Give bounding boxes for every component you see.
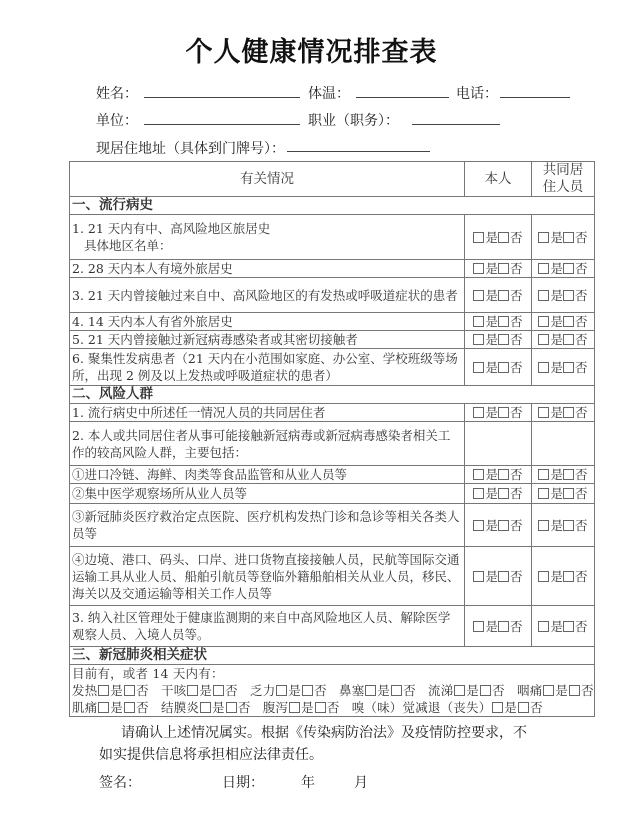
self-checkbox-group: 是 否 [465,278,532,313]
yes-checkbox[interactable] [473,621,484,632]
row-subtext: 具体地区名单： [84,238,172,253]
health-check-table [69,161,595,717]
self-checkbox-group: 是 否 [465,606,532,647]
yes-checkbox[interactable] [538,488,549,499]
empty-cell [465,422,532,466]
symptom-sore-throat: 咽痛 是 否 [517,683,594,698]
self-checkbox-group: 是 否 [465,349,532,386]
symptom-smell-taste-loss: 嗅（味）觉减退（丧失） 是 否 [351,700,543,715]
no-checkbox[interactable] [563,520,574,531]
no-checkbox[interactable] [480,685,491,696]
yes-checkbox[interactable] [538,263,549,274]
cohabitant-checkbox-group: 是 否 [532,484,595,504]
yes-checkbox[interactable] [538,232,549,243]
yes-checkbox[interactable] [473,290,484,301]
job-label: 职业（职务）： [308,113,399,129]
cohabitant-checkbox-group: 是 否 [532,313,595,331]
no-checkbox[interactable] [498,407,509,418]
no-checkbox[interactable] [569,685,580,696]
phone-label: 电话： [456,86,498,102]
yes-checkbox[interactable] [492,702,503,713]
no-checkbox[interactable] [315,702,326,713]
self-checkbox-group: 是 否 [465,404,532,422]
table-row [70,260,595,278]
yes-checkbox[interactable] [473,334,484,345]
symptom-nasal-congestion: 鼻塞 是 否 [339,683,416,698]
no-checkbox[interactable] [498,621,509,632]
cohabitant-checkbox-group: 是 否 [532,466,595,484]
cohabitant-checkbox-group: 是 否 [532,606,595,647]
no-checkbox[interactable] [563,488,574,499]
yes-checkbox[interactable] [538,571,549,582]
job-field[interactable] [412,124,500,125]
declaration-line-2: 如实提供信息将承担相应法律责任。 [99,747,323,763]
row-text: ②集中医学观察场所从业人员等 [70,484,465,504]
month-label: 月 [354,775,368,791]
section-risk-group-row [70,386,595,404]
row-text: 3. 21 天内曾接触过来自中、高风险地区的有发热或呼吸道症状的患者 [70,278,465,313]
yes-checkbox[interactable] [454,685,465,696]
self-checkbox-group: 是 否 [465,313,532,331]
no-checkbox[interactable] [391,685,402,696]
section-title: 一、流行病史 [70,197,595,215]
no-checkbox[interactable] [498,469,509,480]
header-situation: 有关情况 [70,162,465,197]
yes-checkbox[interactable] [473,263,484,274]
symptom-dry-cough: 干咳 是 否 [161,683,238,698]
cohabitant-checkbox-group: 是 否 [532,404,595,422]
no-checkbox[interactable] [563,621,574,632]
row-text: ①进口冷链、海鲜、肉类等食品监管和从业人员等 [70,466,465,484]
table-row [70,547,595,606]
symptoms-intro: 目前有，或者 14 天内有： [72,666,224,681]
symptom-fatigue: 乏力 是 否 [250,683,327,698]
row-text: 2. 28 天内本人有境外旅居史 [70,260,465,278]
cohabitant-checkbox-group: 是 否 [532,260,595,278]
section-symptoms-row [70,647,595,665]
declaration [99,722,569,766]
no-checkbox[interactable] [498,316,509,327]
no-checkbox[interactable] [498,571,509,582]
yes-checkbox[interactable] [365,685,376,696]
no-checkbox[interactable] [518,702,529,713]
table-row [70,331,595,349]
date-label: 日期： [222,775,264,791]
symptom-diarrhea: 腹泻 是 否 [262,700,340,715]
cohabitant-checkbox-group: 是 否 [532,504,595,547]
table-row [70,484,595,504]
table-row [70,466,595,484]
yes-checkbox[interactable] [289,702,300,713]
symptom-runny-nose: 流涕 是 否 [428,683,505,698]
symptoms-line-1 [72,682,592,699]
no-checkbox[interactable] [124,685,135,696]
yes-checkbox[interactable] [473,469,484,480]
yes-checkbox[interactable] [473,362,484,373]
yes-checkbox[interactable] [538,334,549,345]
year-label: 年 [301,775,315,791]
no-checkbox[interactable] [498,232,509,243]
no-checkbox[interactable] [563,290,574,301]
yes-checkbox[interactable] [473,316,484,327]
row-text: 2. 本人或共同居住者从事可能接触新冠病毒或新冠病毒感染者相关工作的较高风险人群，主要包括： [70,422,465,466]
row-text: 6. 聚集性发病患者（21 天内在小范围如家庭、办公室、学校班级等场所，出现 2 例及以上发热或呼吸道症状的患者） [70,349,465,386]
yes-checkbox[interactable] [98,685,109,696]
yes-checkbox[interactable] [538,316,549,327]
self-checkbox-group: 是 否 [465,331,532,349]
row-text: 4. 14 天内本人有省外旅居史 [70,313,465,331]
self-checkbox-group: 是 否 [465,504,532,547]
no-checkbox[interactable] [563,469,574,480]
self-checkbox-group: 是 否 [465,466,532,484]
temperature-label: 体温： [308,86,350,102]
table-row [70,278,595,313]
row-text: 3. 纳入社区管理处于健康监测期的来自中高风险地区人员、解除医学观察人员、入境人员等。 [70,606,465,647]
cohabitant-checkbox-group: 是 否 [532,547,595,606]
row-text: ④边境、港口、码头、口岸、进口货物直接接触人员，民航等国际交通运输工具从业人员、船舶引航员等登临外籍船舶相关从业人员，移民、海关以及交通运输等相关工作人员等 [70,547,465,606]
no-checkbox[interactable] [498,362,509,373]
self-checkbox-group: 是 否 [465,215,532,260]
yes-checkbox[interactable] [543,685,554,696]
no-checkbox[interactable] [226,702,237,713]
yes-checkbox[interactable] [538,621,549,632]
yes-checkbox[interactable] [473,488,484,499]
no-checkbox[interactable] [124,702,135,713]
temperature-field[interactable] [356,97,449,98]
yes-checkbox[interactable] [276,685,287,696]
self-checkbox-group: 是 否 [465,260,532,278]
cohabitant-checkbox-group: 是 否 [532,349,595,386]
self-checkbox-group: 是 否 [465,547,532,606]
name-field[interactable] [144,97,300,98]
cohabitant-checkbox-group: 是 否 [532,331,595,349]
yes-checkbox[interactable] [538,290,549,301]
form-title: 个人健康情况排查表 [185,37,438,68]
yes-checkbox[interactable] [538,407,549,418]
yes-checkbox[interactable] [98,702,109,713]
empty-cell [532,422,595,466]
symptom-muscle-pain: 肌痛 是 否 [72,700,149,715]
signature-label: 签名： [99,775,141,791]
cohabitant-checkbox-group: 是 否 [532,278,595,313]
unit-label: 单位： [96,113,138,129]
yes-checkbox[interactable] [200,702,211,713]
no-checkbox[interactable] [302,685,313,696]
yes-checkbox[interactable] [473,232,484,243]
yes-checkbox[interactable] [538,362,549,373]
yes-checkbox[interactable] [187,685,198,696]
table-header-row [70,162,595,197]
no-checkbox[interactable] [563,232,574,243]
yes-checkbox[interactable] [473,520,484,531]
declaration-line-1: 请确认上述情况属实。根据《传染病防治法》及疫情防控要求，不 [121,725,527,741]
yes-checkbox[interactable] [473,571,484,582]
yes-checkbox[interactable] [473,407,484,418]
address-label: 现居住地址（具体到门牌号）： [96,141,285,157]
cohabitant-checkbox-group: 是 否 [532,215,595,260]
table-row [70,606,595,647]
no-checkbox[interactable] [563,263,574,274]
no-checkbox[interactable] [498,263,509,274]
no-checkbox[interactable] [498,520,509,531]
table-row [70,422,595,466]
table-row [70,504,595,547]
table-row [70,404,595,422]
header-cohabitants: 共同居 住人员 [532,162,595,197]
no-checkbox[interactable] [498,488,509,499]
symptoms-line-2 [72,699,592,716]
table-row [70,313,595,331]
table-row [70,215,595,260]
section-title: 二、风险人群 [70,386,595,404]
no-checkbox[interactable] [563,316,574,327]
row-text: 1. 流行病史中所述任一情况人员的共同居住者 [70,404,465,422]
address-field[interactable] [287,151,430,152]
self-checkbox-group: 是 否 [465,484,532,504]
symptom-conjunctivitis: 结膜炎 是 否 [161,700,251,715]
no-checkbox[interactable] [498,290,509,301]
no-checkbox[interactable] [213,685,224,696]
row-text: 5. 21 天内曾接触过新冠病毒感染者或其密切接触者 [70,331,465,349]
row-text: ③新冠肺炎医疗救治定点医院、医疗机构发热门诊和急诊等相关各类人员等 [70,504,465,547]
unit-field[interactable] [144,124,300,125]
no-checkbox[interactable] [563,407,574,418]
symptom-fever: 发热 是 否 [72,683,149,698]
no-checkbox[interactable] [563,571,574,582]
yes-checkbox[interactable] [538,469,549,480]
section-epidemiology-row [70,197,595,215]
table-row [70,349,595,386]
name-label: 姓名： [96,86,138,102]
header-self: 本人 [465,162,532,197]
no-checkbox[interactable] [563,334,574,345]
no-checkbox[interactable] [563,362,574,373]
section-title: 三、新冠肺炎相关症状 [70,647,595,665]
row-text: 1. 21 天内有中、高风险地区旅居史 [72,221,271,236]
symptoms-row [70,665,595,717]
phone-field[interactable] [500,97,570,98]
yes-checkbox[interactable] [538,520,549,531]
no-checkbox[interactable] [498,334,509,345]
